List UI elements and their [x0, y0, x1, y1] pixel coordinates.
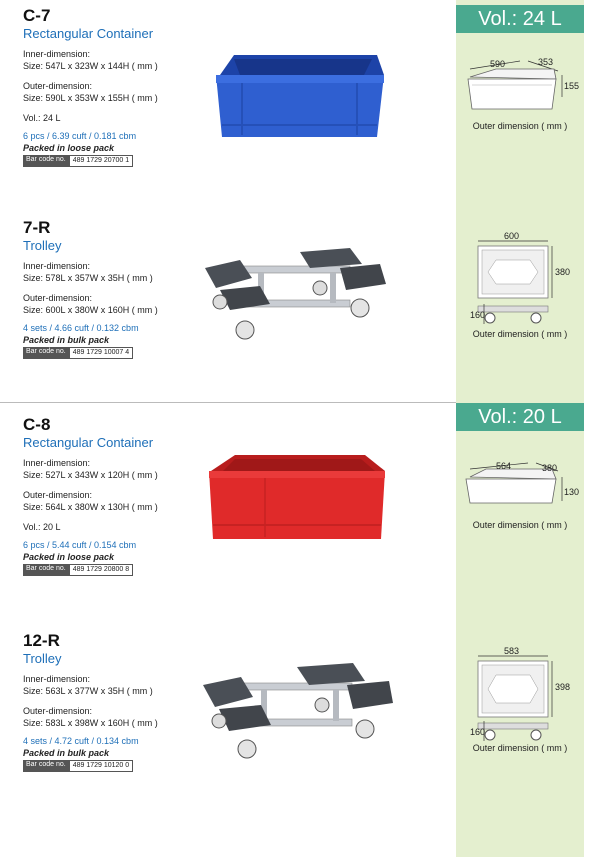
inner-label: Inner-dimension: — [23, 49, 91, 59]
svg-text:353: 353 — [538, 57, 554, 67]
inner-label: Inner-dimension: — [23, 458, 91, 468]
product-name: Rectangular Container — [23, 26, 154, 41]
inner-size: Size: 547L x 323W x 144H ( mm ) — [23, 61, 158, 71]
svg-text:564: 564 — [496, 461, 512, 471]
svg-text:160: 160 — [470, 727, 486, 737]
blue-container-image — [212, 35, 387, 150]
svg-text:590: 590 — [490, 59, 506, 69]
product-code: C-8 — [23, 415, 51, 434]
barcode — [23, 564, 223, 576]
product-12r — [23, 631, 223, 772]
outer-size: Size: 590L x 353W x 155H ( mm ) — [23, 93, 158, 103]
packed-type: Packed in loose pack — [23, 552, 115, 562]
svg-text:380: 380 — [555, 267, 571, 277]
packing-info: 4 sets / 4.66 cuft / 0.132 cbm — [23, 323, 139, 333]
outer-label: Outer-dimension: — [23, 293, 93, 303]
barcode-label: Bar code no. — [23, 347, 69, 359]
barcode-value: 489 1729 20800 8 — [69, 564, 133, 576]
inner-size: Size: 578L x 357W x 35H ( mm ) — [23, 273, 153, 283]
red-container-image — [205, 445, 390, 550]
outer-size: Size: 564L x 380W x 130H ( mm ) — [23, 502, 158, 512]
packed-type: Packed in bulk pack — [23, 748, 110, 758]
barcode-label: Bar code no. — [23, 760, 69, 772]
c8-dimension-drawing — [456, 455, 584, 515]
product-code: 12-R — [23, 631, 60, 650]
dimension-caption: Outer dimension ( mm ) — [472, 743, 568, 753]
outer-label: Outer-dimension: — [23, 81, 93, 91]
product-name: Trolley — [23, 238, 62, 253]
barcode-value: 489 1729 10007 4 — [69, 347, 133, 359]
packed-type: Packed in loose pack — [23, 143, 115, 153]
12r-dimension-drawing — [456, 645, 584, 745]
packing-info: 6 pcs / 6.39 cuft / 0.181 cbm — [23, 131, 137, 141]
dimension-caption: Outer dimension ( mm ) — [472, 329, 568, 339]
barcode — [23, 155, 223, 167]
svg-text:398: 398 — [555, 682, 571, 692]
svg-text:600: 600 — [504, 231, 520, 241]
product-c8 — [23, 415, 223, 576]
svg-text:130: 130 — [564, 487, 580, 497]
volume-banner-c8: Vol.: 20 L — [456, 403, 584, 431]
barcode-value: 489 1729 20700 1 — [69, 155, 133, 167]
product-name: Trolley — [23, 651, 62, 666]
trolley-image-12r — [197, 655, 397, 770]
barcode-label: Bar code no. — [23, 564, 69, 576]
outer-label: Outer-dimension: — [23, 490, 93, 500]
barcode-label: Bar code no. — [23, 155, 69, 167]
outer-size: Size: 600L x 380W x 160H ( mm ) — [23, 305, 158, 315]
barcode — [23, 760, 223, 772]
packed-type: Packed in bulk pack — [23, 335, 110, 345]
svg-text:155: 155 — [564, 81, 580, 91]
packing-info: 6 pcs / 5.44 cuft / 0.154 cbm — [23, 540, 137, 550]
product-name: Rectangular Container — [23, 435, 154, 450]
svg-text:160: 160 — [470, 310, 486, 320]
section-divider — [0, 402, 456, 403]
trolley-image-7r — [200, 238, 390, 353]
volume-text: Vol.: 24 L — [23, 113, 61, 123]
dimension-caption: Outer dimension ( mm ) — [472, 520, 568, 530]
svg-text:380: 380 — [542, 463, 558, 473]
product-7r — [23, 218, 223, 359]
svg-text:583: 583 — [504, 646, 520, 656]
packing-info: 4 sets / 4.72 cuft / 0.134 cbm — [23, 736, 139, 746]
inner-label: Inner-dimension: — [23, 261, 91, 271]
inner-size: Size: 527L x 343W x 120H ( mm ) — [23, 470, 158, 480]
dimension-caption: Outer dimension ( mm ) — [472, 121, 568, 131]
product-code: 7-R — [23, 218, 51, 237]
outer-size: Size: 583L x 398W x 160H ( mm ) — [23, 718, 158, 728]
product-code: C-7 — [23, 6, 51, 25]
volume-text: Vol.: 20 L — [23, 522, 61, 532]
c7-dimension-drawing — [456, 55, 584, 115]
inner-size: Size: 563L x 377W x 35H ( mm ) — [23, 686, 153, 696]
barcode-value: 489 1729 10120 0 — [69, 760, 133, 772]
inner-label: Inner-dimension: — [23, 674, 91, 684]
volume-banner-c7: Vol.: 24 L — [456, 5, 584, 33]
barcode — [23, 347, 223, 359]
7r-dimension-drawing — [456, 230, 584, 325]
product-c7 — [23, 6, 223, 167]
outer-label: Outer-dimension: — [23, 706, 93, 716]
